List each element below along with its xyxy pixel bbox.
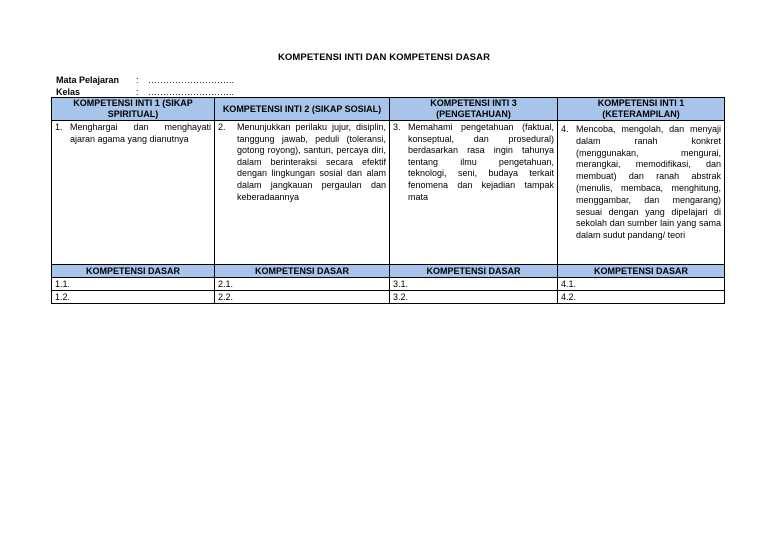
- ki-item: [218, 122, 386, 203]
- kd-cell[interactable]: 3.2.: [390, 291, 558, 304]
- meta-row-subject: [56, 74, 234, 86]
- kd-cell[interactable]: 1.1.: [52, 278, 215, 291]
- ki-body-row: [52, 121, 725, 265]
- ki-text: Menghargai dan menghayati ajaran agama yang dianutnya: [70, 122, 211, 144]
- meta-value: ………………………..: [148, 75, 235, 85]
- ki-item: [55, 122, 211, 145]
- kd-header-3: KOMPETENSI DASAR: [390, 265, 558, 278]
- meta-label: Mata Pelajaran: [56, 75, 120, 85]
- ki-item: [393, 122, 554, 203]
- ki-number: 4.: [561, 124, 569, 134]
- ki-cell-1: [52, 121, 215, 265]
- ki-header-2: KOMPETENSI INTI 2 (SIKAP SOSIAL): [215, 98, 390, 121]
- kd-row: [52, 291, 725, 304]
- kd-cell[interactable]: 2.1.: [215, 278, 390, 291]
- kd-header-2: KOMPETENSI DASAR: [215, 265, 390, 278]
- ki-text: Menunjukkan perilaku jujur, disiplin, tanggung jawab, peduli (toleransi, gotong royong), santun, percaya diri, dalam berinteraksi secara efektif dengan lingkungan sosial dan alam dalam jangkauan pergaulan dan keberadaannya: [237, 122, 386, 202]
- ki-cell-3: [390, 121, 558, 265]
- ki-cell-4: [558, 121, 725, 265]
- meta-block: [56, 74, 234, 98]
- ki-cell-2: [215, 121, 390, 265]
- kd-row: [52, 278, 725, 291]
- ki-number: 3.: [393, 122, 401, 132]
- ki-header-row: [52, 98, 725, 121]
- competency-table: [51, 97, 725, 304]
- ki-number: 1.: [55, 122, 63, 132]
- ki-header-1: KOMPETENSI INTI 1 (SIKAP SPIRITUAL): [52, 98, 215, 121]
- kd-header-4: KOMPETENSI DASAR: [558, 265, 725, 278]
- ki-item: [561, 124, 721, 242]
- ki-header-4: KOMPETENSI INTI 1 (KETERAMPILAN): [558, 98, 725, 121]
- ki-text: Memahami pengetahuan (faktual, konseptual, dan prosedural) berdasarkan rasa ingin tahunya tentang ilmu pengetahuan, teknologi, seni, budaya terkait fenomena dan kejadian tampak mata: [408, 122, 554, 202]
- ki-number: 2.: [218, 122, 226, 132]
- kd-cell[interactable]: 4.1.: [558, 278, 725, 291]
- ki-header-3: KOMPETENSI INTI 3 (PENGETAHUAN): [390, 98, 558, 121]
- meta-label: Kelas: [56, 87, 81, 97]
- meta-colon: :: [136, 87, 139, 97]
- ki-text: Mencoba, mengolah, dan menyaji dalam ranah konkret (menggunakan, mengurai, merangkai, memodifikasi, dan membuat) dan ranah abstrak (menulis, membaca, menghitung, menggambar, dan mengarang) sesuai dengan yang dipelajari di sekolah dan sumber lain yang sama dalam sudut pandang/ teori: [576, 124, 721, 241]
- kd-cell[interactable]: 1.2.: [52, 291, 215, 304]
- kd-header-1: KOMPETENSI DASAR: [52, 265, 215, 278]
- kd-header-row: [52, 265, 725, 278]
- kd-cell[interactable]: 4.2.: [558, 291, 725, 304]
- meta-colon: :: [136, 75, 139, 85]
- kd-cell[interactable]: 2.2.: [215, 291, 390, 304]
- kd-cell[interactable]: 3.1.: [390, 278, 558, 291]
- meta-value: ………………………..: [148, 87, 235, 97]
- page-title: KOMPETENSI INTI DAN KOMPETENSI DASAR: [277, 52, 491, 63]
